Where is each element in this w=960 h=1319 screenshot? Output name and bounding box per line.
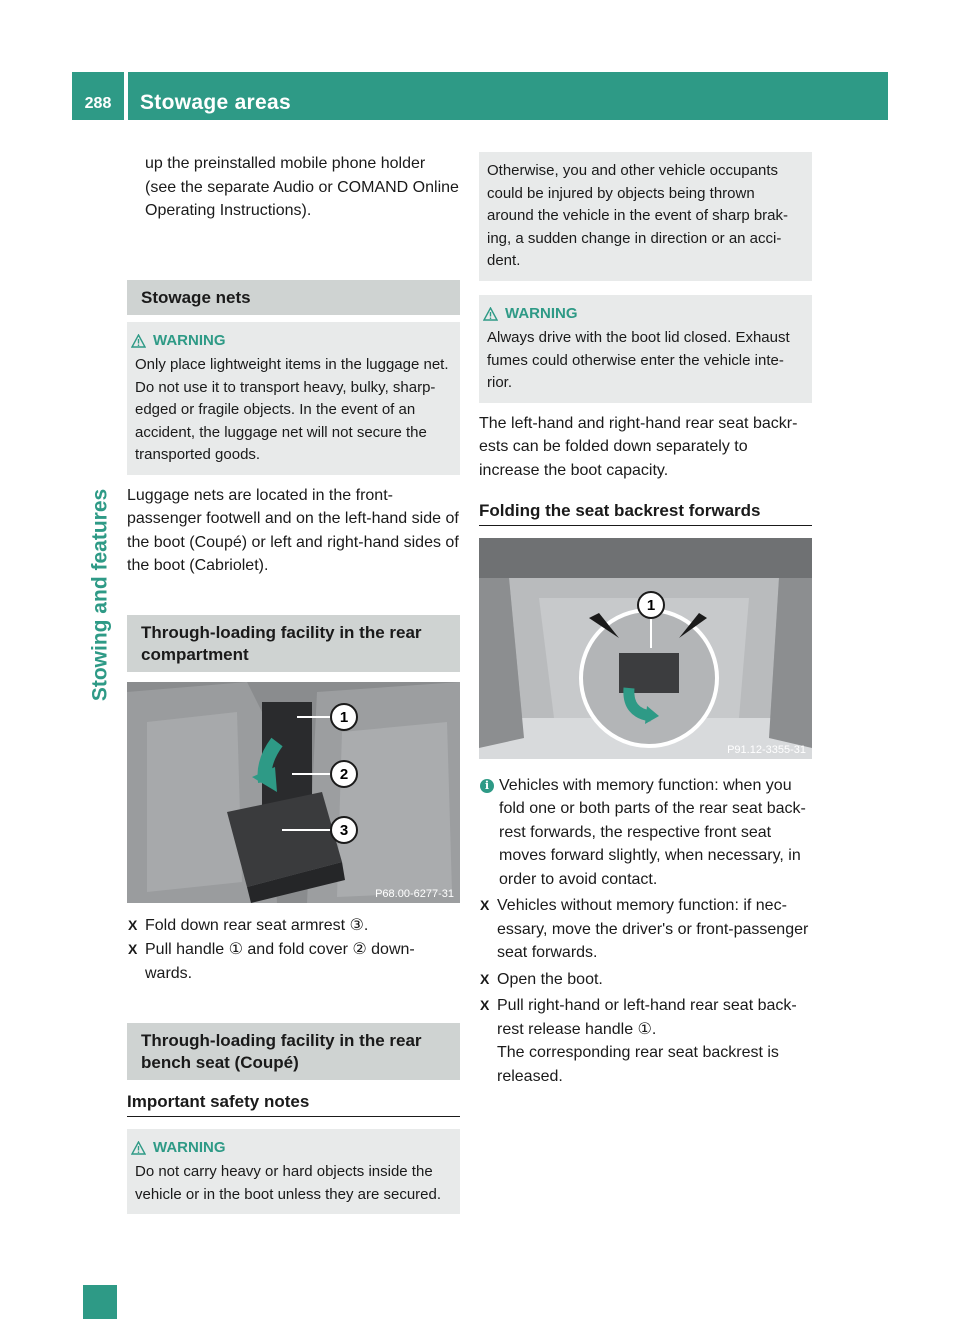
warning-title-text: WARNING (505, 304, 578, 322)
page-number: 288 (72, 72, 124, 120)
section-heading-stowage-nets: Stowage nets (127, 280, 460, 315)
step-text: Pull handle ① and fold cover ② down-wards. (145, 941, 415, 982)
figure-code: P68.00-6277-31 (375, 887, 454, 900)
page-header (72, 72, 888, 120)
step-result: The corresponding rear seat backrest is released. (497, 1044, 779, 1085)
warning-title (135, 330, 452, 353)
left-column (127, 152, 460, 1214)
warning-box-boot-lid (479, 295, 812, 403)
figure-code: P91.12-3355-31 (727, 743, 806, 756)
step-item (479, 968, 812, 992)
step-text: Open the boot. (497, 970, 603, 988)
intro-text: up the preinstalled mobile phone holder (see the separate Audio or COMAND Online Operating Instructions). (145, 155, 459, 219)
callout-1-label: 1 (339, 708, 349, 726)
boot-figure (479, 538, 812, 759)
warning-title (487, 303, 804, 326)
info-text: Vehicles with memory function: when you fold one or both parts of the rear seat back-rest forwards, the respective front seat moves forward slightly, when necessary, in order to avoid contact. (499, 776, 806, 888)
info-icon: i (480, 779, 494, 793)
side-tab (83, 150, 117, 1285)
warning-triangle-icon (483, 307, 498, 321)
stowage-nets-body: Luggage nets are located in the front-passenger footwell and on the left-hand side of the boot (Coupé) or left and right-hand sides of the boot (Cabriolet). (127, 486, 459, 574)
callout-2-label: 2 (339, 765, 349, 783)
step-marker: X (480, 997, 490, 1013)
subheading-safety-notes: Important safety notes (127, 1090, 460, 1117)
warning-text: Do not carry heavy or hard objects inside the vehicle or in the boot unless they are secured. (135, 1163, 442, 1203)
callout-3-label: 3 (339, 821, 349, 839)
boot-illustration (479, 538, 812, 759)
warning-text: Only place lightweight items in the luggage net. Do not use it to transport heavy, bulky, sharp-edged or fragile objects. In the event of an accident, the luggage net will not secure the transported goods. (135, 356, 449, 463)
page-title: Stowage areas (128, 72, 888, 120)
folding-steps (479, 894, 812, 1088)
section-heading-through-loading: Through-loading facility in the rear compartment (127, 615, 460, 672)
warning-box-nets (127, 322, 460, 475)
step-item (127, 914, 460, 938)
warning-title (135, 1137, 452, 1160)
warning-triangle-icon (131, 1141, 146, 1155)
step-item (127, 938, 460, 985)
armrest-illustration (127, 682, 460, 903)
callout-1-label: 1 (646, 596, 656, 614)
warning-box-bench (127, 1129, 460, 1215)
step-marker: X (480, 897, 490, 913)
step-marker: X (480, 970, 490, 987)
side-tab-label: Stowing and features (88, 488, 112, 702)
subheading-folding: Folding the seat backrest forwards (479, 499, 812, 526)
step-item (479, 894, 812, 965)
side-tab-marker (83, 1285, 117, 1319)
step-marker: X (128, 916, 138, 933)
step-text: Fold down rear seat armrest ③. (145, 916, 369, 934)
step-item (479, 994, 812, 1041)
warning-title-text: WARNING (153, 331, 226, 349)
right-column (479, 152, 812, 1088)
info-note (479, 774, 812, 892)
section-heading-bench-seat: Through-loading facility in the rear bench seat (Coupé) (127, 1023, 460, 1080)
armrest-steps (127, 914, 460, 986)
warning-title-text: WARNING (153, 1138, 226, 1156)
step-marker: X (128, 941, 138, 957)
armrest-figure (127, 682, 460, 903)
warning-text: Always drive with the boot lid closed. Exhaust fumes could otherwise enter the vehicle inte-rior. (487, 329, 790, 391)
step-text: Vehicles without memory function: if nec-essary, move the driver's or front-passenger seat forwards. (497, 897, 809, 961)
warning-continued: Otherwise, you and other vehicle occupants could be injured by objects being thrown around the vehicle in the event of sharp brak-ing, a sudden change in direction or an acci-dent. (479, 152, 812, 281)
warning-triangle-icon (131, 334, 146, 348)
step-text: Pull right-hand or left-hand rear seat back-rest release handle ①. (497, 997, 797, 1038)
backrest-body: The left-hand and right-hand rear seat backr-ests can be folded down separately to increase the boot capacity. (479, 414, 798, 479)
